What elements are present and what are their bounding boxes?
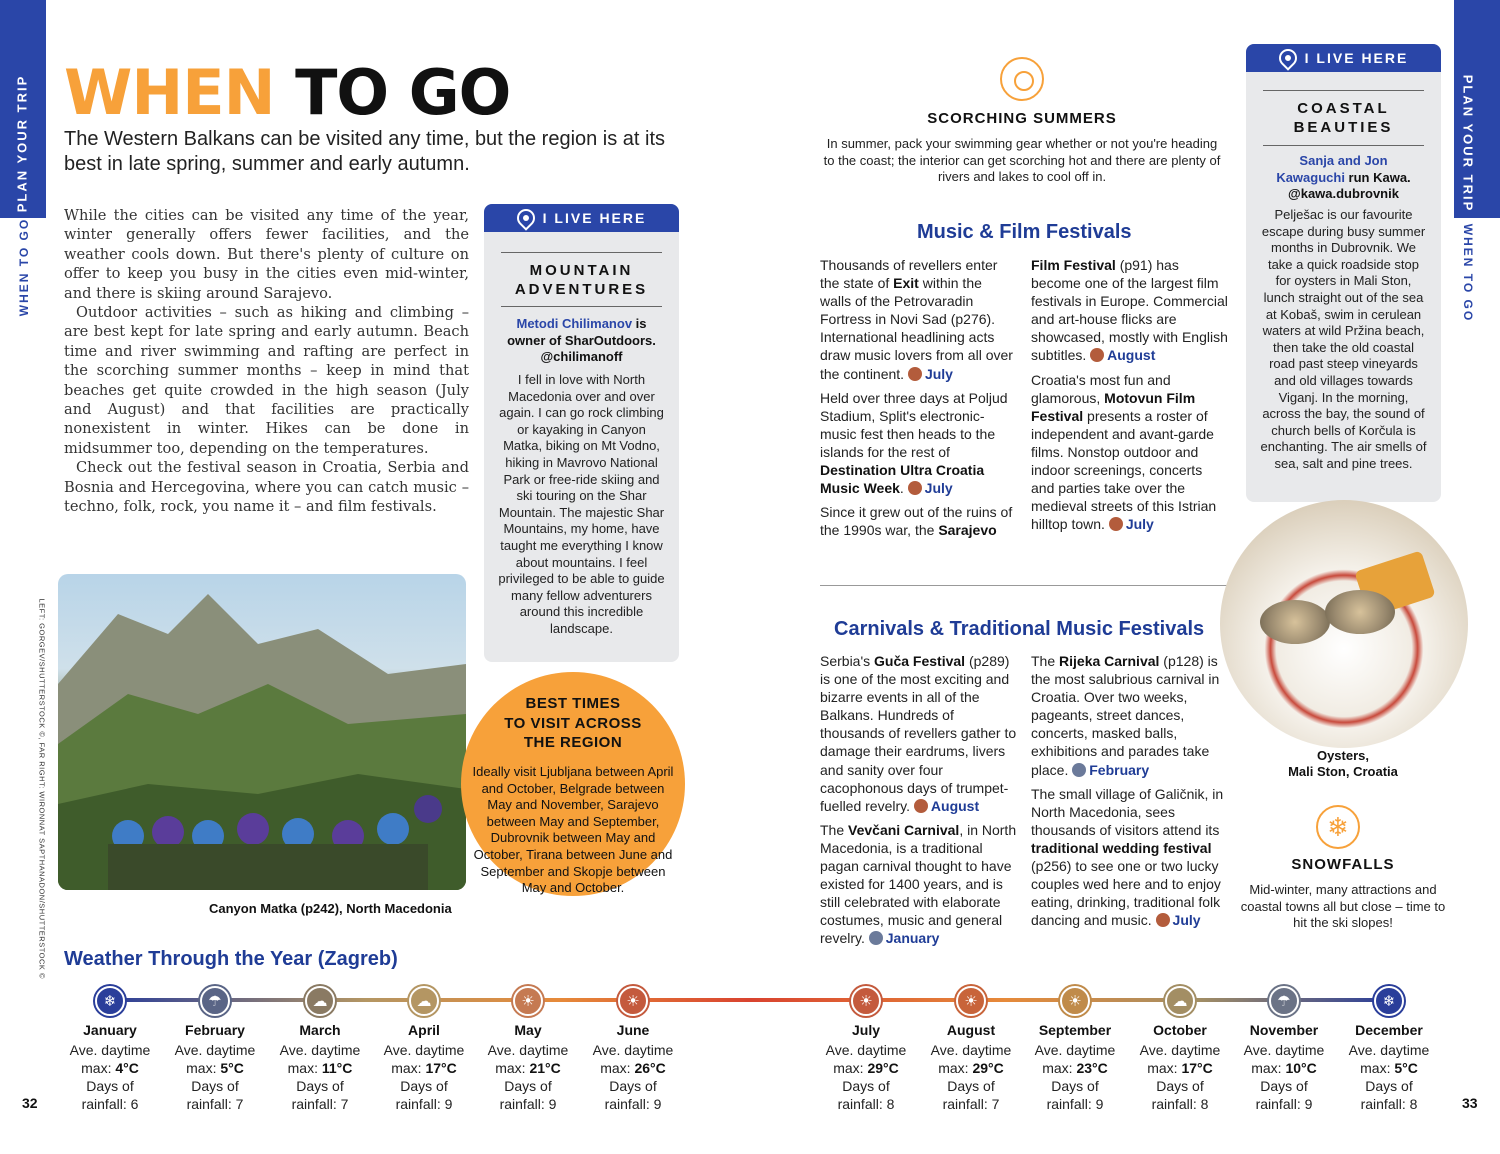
weather-max-label: max: — [1360, 1059, 1391, 1076]
cloud-sun-icon: ☁ — [305, 986, 335, 1016]
weather-max-temp — [1234, 1042, 1334, 1077]
text: (p289) is one of the most exciting and bizarre events in all of the Balkans. Hundreds of thousands of revellers gather to damage their eardrums, livers and sanity over four cacophonous days of trumpet-fuelled revelry. — [820, 653, 1017, 814]
live-here-heading — [1246, 99, 1441, 137]
page-title-part1: WHEN — [64, 56, 275, 129]
live-here-author — [484, 316, 679, 366]
weather-rain-label: Days of — [609, 1078, 657, 1094]
author-name: Metodi Chilimanov — [516, 316, 633, 331]
text: within the walls of the Petrovaradin Fortress in Novi Sad (p276). International headlining acts draw music lovers from all over the continent. — [820, 275, 1013, 382]
weather-max-value: 5°C — [220, 1059, 244, 1076]
map-pin-icon — [513, 205, 538, 230]
weather-month-name: July — [851, 1022, 880, 1038]
weather-max-value: 4°C — [115, 1059, 139, 1076]
music-film-heading: Music & Film Festivals — [917, 221, 1132, 243]
weather-max-value: 11°C — [321, 1059, 353, 1076]
side-tab-right-sub: WHEN TO GO — [1461, 223, 1475, 323]
weather-rainfall — [270, 1078, 370, 1113]
weather-rain-value-line — [165, 1096, 265, 1114]
live-here-header — [484, 204, 679, 232]
weather-rain-label: Days of — [842, 1078, 890, 1094]
weather-rain-value: 7 — [235, 1095, 244, 1112]
weather-rain-value-line — [478, 1096, 578, 1114]
map-pin-icon — [1275, 45, 1300, 70]
live-here-box-coastal — [1246, 44, 1441, 502]
weather-month-name: March — [299, 1022, 341, 1038]
festival-name: Exit — [893, 275, 919, 292]
weather-rain-value-line — [1025, 1096, 1125, 1114]
text: Since it grew out of the ruins of the 1990s war, the — [820, 504, 1013, 539]
festival-name: traditional wedding festival — [1031, 839, 1212, 856]
intro-text: The Western Balkans can be visited any time, but the region is at its best in late spring, summer and early autumn. — [64, 128, 666, 175]
weather-max-label: Ave. daytime — [69, 1042, 151, 1058]
weather-month-name: January — [83, 1022, 137, 1038]
weather-rain-label: Days of — [1156, 1078, 1204, 1094]
weather-max-temp — [583, 1042, 683, 1077]
page-number-right: 33 — [1462, 1095, 1478, 1111]
live-here-author — [1246, 153, 1441, 203]
weather-rain-label: rainfall: — [186, 1095, 232, 1112]
cloud-sun-icon: ☁ — [1165, 986, 1195, 1016]
text: (p256) to see one or two lucky couples wed here and to enjoy eating, drinking, traditional folk dancing and music. — [1031, 858, 1221, 929]
author-name: Sanja and Jon Kawaguchi — [1276, 153, 1388, 185]
weather-title: Weather Through the Year (Zagreb) — [64, 948, 398, 970]
music-film-col-1 — [820, 256, 1016, 545]
oyster-caption — [1250, 748, 1436, 780]
weather-max-temp — [1025, 1042, 1125, 1077]
divider — [1263, 90, 1424, 91]
weather-month-name: October — [1153, 1022, 1207, 1038]
weather-max-temp — [921, 1042, 1021, 1077]
festival-name: Film Festival — [1031, 257, 1116, 273]
weather-rain-value: 9 — [444, 1095, 453, 1112]
weather-max-value: 17°C — [425, 1059, 457, 1076]
title-line: BEST TIMES — [525, 695, 621, 712]
text: Held over three days at Poljud Stadium, Split's electronic-music fest then heads to the islands for the rest of — [820, 389, 1008, 460]
weather-rainfall — [583, 1078, 683, 1113]
weather-month-name: February — [185, 1022, 245, 1038]
festival-paragraph — [1031, 371, 1229, 534]
weather-max-temp — [165, 1042, 265, 1077]
weather-rainfall — [1339, 1078, 1439, 1113]
live-here-box-mountain — [484, 204, 679, 662]
weather-max-label: max: — [495, 1059, 526, 1076]
heading-line: BEAUTIES — [1293, 119, 1394, 136]
month-tag: July — [924, 480, 953, 497]
weather-max-value: 5°C — [1394, 1059, 1418, 1076]
text: (p91) has become one of the largest film festivals in Europe. Commercial and art-house flicks are showcased, mostly with English subtitles. — [1031, 257, 1228, 364]
month-tag: July — [1172, 912, 1201, 929]
weather-max-label: max: — [833, 1059, 864, 1076]
best-times-circle — [461, 672, 685, 896]
calendar-icon — [1156, 913, 1170, 927]
live-here-header — [1246, 44, 1441, 72]
weather-rain-label: rainfall: — [1255, 1095, 1301, 1112]
weather-max-label: Ave. daytime — [1034, 1042, 1116, 1058]
body-text — [64, 206, 469, 517]
weather-month-name: December — [1355, 1022, 1423, 1038]
page-title-part2: TO GO — [295, 56, 511, 129]
text: , in North Macedonia, is a traditional pagan carnival thought to have existed for 1400 years, and is still celebrated with elaborate costumes, music and general revelry. — [820, 821, 1017, 947]
festival-name: Vevčani Carnival — [848, 821, 960, 838]
weather-rain-value: 9 — [1304, 1095, 1313, 1112]
divider — [1263, 145, 1424, 146]
author-line: owner of SharOutdoors. — [507, 332, 656, 348]
weather-max-value-line — [921, 1060, 1021, 1078]
weather-max-value: 29°C — [867, 1059, 899, 1076]
weather-rain-value: 9 — [653, 1095, 662, 1112]
author-handle: @kawa.dubrovnik — [1288, 186, 1399, 201]
sun-icon: ☀ — [851, 986, 881, 1016]
weather-rainfall — [1130, 1078, 1230, 1113]
weather-max-temp — [478, 1042, 578, 1077]
weather-month-name: June — [616, 1022, 650, 1038]
festival-paragraph — [820, 389, 1016, 498]
weather-rain-value-line — [1234, 1096, 1334, 1114]
weather-rain-label: rainfall: — [499, 1095, 545, 1112]
weather-max-temp — [816, 1042, 916, 1077]
weather-max-value: 29°C — [972, 1059, 1004, 1076]
weather-month-name: September — [1038, 1022, 1112, 1038]
weather-max-label: max: — [81, 1059, 112, 1076]
author-rest: run Kawa. — [1344, 169, 1411, 185]
festival-paragraph — [820, 821, 1018, 948]
weather-rain-value-line — [374, 1096, 474, 1114]
weather-month-name: November — [1249, 1022, 1319, 1038]
weather-rain-label: Days of — [1365, 1078, 1413, 1094]
side-tab-left-sub: WHEN TO GO — [17, 217, 31, 317]
text: The small village of Galičnik, in North Macedonia, sees thousands of visitors attend its — [1031, 785, 1224, 838]
weather-rain-value-line — [1130, 1096, 1230, 1114]
weather-rain-label: Days of — [1051, 1078, 1099, 1094]
weather-max-temp — [1339, 1042, 1439, 1077]
section-divider — [820, 585, 1228, 586]
caption-line: Mali Ston, Croatia — [1288, 764, 1398, 779]
weather-rainfall — [374, 1078, 474, 1113]
weather-rain-value-line — [1339, 1096, 1439, 1114]
text: presents a roster of independent and avant-garde films. Nonstop outdoor and indoor screenings, concerts and parties take over the medieval streets of this Istrian hilltop town. — [1031, 407, 1217, 533]
calendar-icon — [1109, 517, 1123, 531]
weather-month-name: August — [946, 1022, 996, 1038]
photo-caption: Canyon Matka (p242), North Macedonia — [209, 901, 452, 916]
weather-max-value: 23°C — [1076, 1059, 1108, 1076]
weather-max-value: 10°C — [1285, 1059, 1317, 1076]
weather-rain-label: Days of — [947, 1078, 995, 1094]
calendar-icon — [869, 931, 883, 945]
weather-rainfall — [165, 1078, 265, 1113]
month-tag: February — [1089, 761, 1150, 778]
body-paragraph: Check out the festival season in Croatia, Serbia and Bosnia and Hercegovina, where you can catch music – techno, folk, rock, you name it – and film festivals. — [64, 459, 469, 516]
calendar-icon — [1072, 763, 1086, 777]
festival-paragraph — [820, 652, 1018, 815]
festival-name: Guča Festival — [874, 653, 966, 669]
calendar-icon — [908, 367, 922, 381]
weather-rain-value: 8 — [886, 1095, 895, 1112]
sun-icon: ☀ — [618, 986, 648, 1016]
sun-icon: ☀ — [513, 986, 543, 1016]
weather-max-label: Ave. daytime — [279, 1042, 361, 1058]
weather-max-label: max: — [1251, 1059, 1282, 1076]
live-here-text: Pelješac is our favourite escape during busy summer months in Dubrovnik. We take a quick roadside stop for oysters in Mali Ston, lunch straight out of the sea at Kobaš, swim in cerulean waters at wild Pržina beach, then take the old coastal road past steep vineyards and old villages towards Viganj. In the morning, across the bay, the sound of church bells of Korčula is enchanting. The air smells of sea, salt and pine trees. — [1260, 207, 1427, 471]
weather-max-label: Ave. daytime — [1139, 1042, 1221, 1058]
canyon-photo — [58, 574, 466, 890]
weather-max-label: Ave. daytime — [930, 1042, 1012, 1058]
divider — [501, 252, 662, 253]
divider — [501, 306, 662, 307]
text: The — [1031, 653, 1060, 669]
title-line: THE REGION — [523, 734, 623, 751]
weather-rain-label: rainfall: — [604, 1095, 650, 1112]
weather-max-temp — [1130, 1042, 1230, 1077]
heading-line: MOUNTAIN — [529, 262, 634, 279]
page-number-left: 32 — [22, 1095, 38, 1111]
heading-line: COASTAL — [1297, 100, 1390, 117]
weather-max-label: Ave. daytime — [825, 1042, 907, 1058]
text: (p128) is the most salubrious carnival in Croatia. Over two weeks, pageants, street dances, concerts, masked balls, exhibitions and parades take place. — [1031, 653, 1220, 778]
festival-paragraph — [820, 256, 1016, 383]
weather-max-label: Ave. daytime — [1348, 1042, 1430, 1058]
snowfalls-title: SNOWFALLS — [1291, 856, 1395, 873]
weather-max-label: max: — [938, 1059, 969, 1076]
weather-max-temp — [374, 1042, 474, 1077]
weather-max-temp — [60, 1042, 160, 1077]
weather-rain-label: Days of — [191, 1078, 239, 1094]
summers-text: In summer, pack your swimming gear whether or not you're heading to the coast; the interior can get scorching hot and there are plenty of rivers and lakes to cool off in. — [823, 136, 1221, 185]
music-film-col-2 — [1031, 256, 1229, 539]
weather-max-label: Ave. daytime — [592, 1042, 674, 1058]
author-rest: is — [632, 316, 647, 331]
text: . — [899, 480, 904, 497]
photo-credit — [36, 598, 48, 980]
weather-max-value-line — [374, 1060, 474, 1078]
weather-rain-label: rainfall: — [942, 1095, 988, 1112]
weather-max-value-line — [165, 1060, 265, 1078]
snowflake-icon: ❄ — [95, 986, 125, 1016]
weather-rain-label: Days of — [504, 1078, 552, 1094]
weather-rain-label: rainfall: — [395, 1095, 441, 1112]
carnivals-col-1 — [820, 652, 1018, 954]
text: The — [820, 821, 849, 838]
weather-rain-value: 7 — [340, 1095, 349, 1112]
text: Croatia's most fun and glamorous, — [1031, 371, 1171, 406]
rain-cloud-icon: ☂ — [1269, 986, 1299, 1016]
festival-name: Motovun Film Festival — [1031, 389, 1196, 424]
month-tag: August — [930, 797, 980, 814]
weather-rainfall — [1234, 1078, 1334, 1113]
weather-max-value: 26°C — [634, 1059, 666, 1076]
snowflake-icon: ❄ — [1316, 805, 1360, 849]
weather-max-value: 21°C — [529, 1059, 561, 1076]
page-title — [64, 56, 511, 129]
text: Thousands of revellers enter the state of — [820, 257, 998, 292]
carnivals-heading: Carnivals & Traditional Music Festivals — [834, 618, 1205, 640]
calendar-icon — [908, 481, 922, 495]
festival-name: Destination Ultra Croatia Music Week — [820, 462, 985, 497]
weather-rain-label: rainfall: — [837, 1095, 883, 1112]
rain-cloud-icon: ☂ — [200, 986, 230, 1016]
weather-rain-label: rainfall: — [81, 1095, 127, 1112]
festival-name: Sarajevo — [938, 522, 997, 539]
weather-max-label: max: — [287, 1059, 318, 1076]
weather-max-label: max: — [186, 1059, 217, 1076]
weather-max-value-line — [1130, 1060, 1230, 1078]
weather-rain-value: 7 — [991, 1095, 1000, 1112]
live-here-label: I LIVE HERE — [542, 210, 647, 226]
weather-max-value-line — [816, 1060, 916, 1078]
snowflake-icon: ❄ — [1374, 986, 1404, 1016]
festival-paragraph — [1031, 256, 1229, 365]
snowfalls-text: Mid-winter, many attractions and coastal towns all but close – time to hit the ski slopes! — [1240, 882, 1446, 931]
weather-rain-label: Days of — [296, 1078, 344, 1094]
festival-name: Rijeka Carnival — [1059, 653, 1160, 669]
weather-max-label: max: — [1147, 1059, 1178, 1076]
live-here-label: I LIVE HERE — [1304, 50, 1409, 66]
weather-rain-value: 6 — [130, 1095, 139, 1112]
weather-rainfall — [921, 1078, 1021, 1113]
weather-max-label: max: — [600, 1059, 631, 1076]
weather-rain-value: 9 — [548, 1095, 557, 1112]
sun-icon: ☀ — [956, 986, 986, 1016]
weather-rain-label: Days of — [400, 1078, 448, 1094]
festival-paragraph — [1031, 785, 1229, 930]
weather-rain-value: 8 — [1200, 1095, 1209, 1112]
weather-timeline — [110, 998, 1390, 1002]
weather-max-value: 17°C — [1181, 1059, 1213, 1076]
festival-paragraph — [820, 503, 1016, 539]
weather-max-label: Ave. daytime — [487, 1042, 569, 1058]
weather-max-value-line — [478, 1060, 578, 1078]
weather-month-name: May — [514, 1022, 542, 1038]
sun-icon — [1000, 57, 1044, 101]
weather-rainfall — [1025, 1078, 1125, 1113]
weather-rain-label: rainfall: — [1151, 1095, 1197, 1112]
weather-max-label: Ave. daytime — [383, 1042, 465, 1058]
month-tag: July — [924, 365, 953, 382]
weather-rain-label: rainfall: — [1360, 1095, 1406, 1112]
sun-icon: ☀ — [1060, 986, 1090, 1016]
live-here-text: I fell in love with North Macedonia over and over again. I can go rock climbing or kayaking in Canyon Matka, biking on Mt Vodno, hiking in Mavrovo National Park or free-ride skiing and ski touring on the Shar Mountain. The majestic Shar Mountains, my home, have taught me everything I know about mountains. I feel privileged to be able to guide many fellow adventurers around this incredible landscape. — [498, 372, 665, 636]
side-tab-left-label: PLAN YOUR TRIP — [14, 74, 30, 213]
weather-month-name: April — [408, 1022, 440, 1038]
live-here-heading — [484, 261, 679, 299]
text: Serbia's — [820, 653, 875, 669]
weather-max-value-line — [1234, 1060, 1334, 1078]
weather-rain-value-line — [60, 1096, 160, 1114]
body-paragraph: While the cities can be visited any time of the year, winter generally offers fewer facilities, and the weather cools down. But there's plenty of culture on offer to keep you busy in the cities even mid-winter, and there is skiing around Sarajevo. — [64, 207, 469, 302]
oyster — [1325, 590, 1395, 634]
side-tab-right-label: PLAN YOUR TRIP — [1460, 74, 1476, 213]
weather-rain-label: Days of — [86, 1078, 134, 1094]
photo-credit-text: LEFT: GORGEV/SHUTTERSTOCK ©, FAR RIGHT: WIRONNAT SAPTHANADON/SHUTTERSTOCK © — [37, 598, 47, 980]
best-times-text: Ideally visit Ljubljana between April and October, Belgrade between May and November, Sarajevo between May and September, Dubrovnik between May and October, Tirana between June and September and Skopje between May and October. — [472, 764, 674, 896]
cloud-sun-icon: ☁ — [409, 986, 439, 1016]
oyster — [1260, 600, 1330, 644]
title-line: TO VISIT ACROSS — [504, 714, 642, 732]
weather-max-label: max: — [391, 1059, 422, 1076]
month-tag: July — [1125, 516, 1154, 533]
weather-rain-value-line — [816, 1096, 916, 1114]
weather-max-label: max: — [1042, 1059, 1073, 1076]
weather-rainfall — [60, 1078, 160, 1113]
weather-rain-label: rainfall: — [1046, 1095, 1092, 1112]
body-paragraph: Outdoor activities – such as hiking and climbing – are best kept for late spring and early autumn. Beach time and river swimming and rafting are perfect in the scorching summer months – keep in mind that beaches get quite crowded in the high season (July and August) and that facilities are practically nonexistent in winter. Hikes can be done in midsummer too, depending on the temperatures. — [64, 304, 469, 457]
heading-line: ADVENTURES — [514, 281, 649, 298]
summers-title: SCORCHING SUMMERS — [927, 110, 1117, 127]
weather-rainfall — [478, 1078, 578, 1113]
weather-rain-value-line — [270, 1096, 370, 1114]
weather-max-value-line — [1025, 1060, 1125, 1078]
calendar-icon — [914, 799, 928, 813]
weather-max-value-line — [583, 1060, 683, 1078]
weather-max-value-line — [60, 1060, 160, 1078]
canyon-illustration — [58, 574, 466, 890]
festival-paragraph — [1031, 652, 1229, 779]
weather-rain-value-line — [583, 1096, 683, 1114]
weather-max-temp — [270, 1042, 370, 1077]
weather-max-value-line — [270, 1060, 370, 1078]
weather-rain-value: 8 — [1409, 1095, 1418, 1112]
weather-rain-value-line — [921, 1096, 1021, 1114]
weather-max-label: Ave. daytime — [1243, 1042, 1325, 1058]
author-handle: @chilimanoff — [540, 349, 623, 364]
caption-line: Oysters, — [1316, 748, 1370, 763]
weather-rain-value: 9 — [1095, 1095, 1104, 1112]
weather-max-label: Ave. daytime — [174, 1042, 256, 1058]
weather-rain-label: Days of — [1260, 1078, 1308, 1094]
month-tag: January — [885, 930, 940, 947]
calendar-icon — [1090, 348, 1104, 362]
month-tag: August — [1107, 347, 1156, 364]
oyster-photo — [1220, 500, 1468, 748]
carnivals-col-2 — [1031, 652, 1229, 935]
weather-rain-label: rainfall: — [291, 1095, 337, 1112]
weather-max-value-line — [1339, 1060, 1439, 1078]
weather-rainfall — [816, 1078, 916, 1113]
best-times-title — [461, 694, 685, 753]
